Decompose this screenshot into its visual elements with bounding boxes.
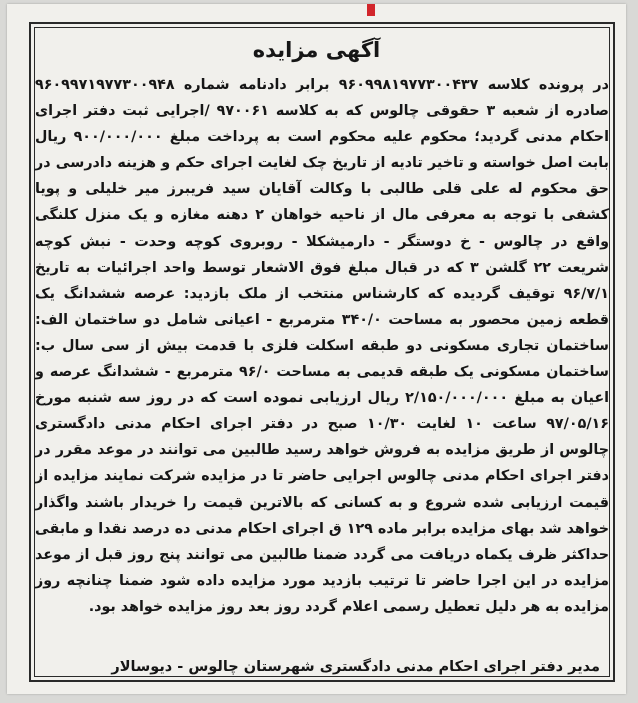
notice-signature: مدیر دفتر اجرای احکام مدنی دادگستری شهرستان چالوس - دیوسالار [111,659,600,675]
notice-body: در پرونده کلاسه ۹۶۰۹۹۸۱۹۷۷۳۰۰۴۳۷ برابر دادنامه شماره ۹۶۰۹۹۷۱۹۷۷۳۰۰۹۴۸ صادره از شعبه ۳ حقوقی چالوس که به کلاسه ۹۷۰۰۶۱ /اجرایی ثبت دفتر اجرای احکام مدنی گردید؛ محکوم علیه محکوم است به پرداخت مبلغ ۹۰۰/۰۰۰/۰۰۰ ریال بابت اصل خواسته و تاخیر تادیه از تاریخ چک لغایت اجرای حکم و هزینه دادرسی در حق محکوم له علی قلی طالبی با وکالت آقایان سید فریبرز میر خلیلی و پویا کشفی با توجه به معرفی مال از ناحیه خواهان ۲ دهنه مغازه و یک منزل کلنگی واقع در چالوس - خ دوستگر - دارمیشکلا - روبروی کوچه وحدت - نبش کوچه شریعت ۲۲ گلشن ۳ که در قبال مبلغ فوق الاشعار توسط واحد اجرائیات به تاریخ ۹۶/۷/۱ توقیف گردیده که کارشناس منتخب از ملک بازدید: عرصه ششدانگ یک قطعه زمین محصور به مساحت ۳۴۰/۰ مترمربع - اعیانی شامل دو ساختمان الف: ساختمان تجاری مسکونی دو طبقه اسکلت فلزی با قدمت بیش از سی سال ب: ساختمان مسکونی یک طبقه قدیمی به مساحت ۹۶/۰ مترمربع - ششدانگ عرصه و اعیان به مبلغ ۲/۱۵۰/۰۰۰/۰۰۰ ریال ارزیابی نموده است که در روز سه شنبه مورخ ۹۷/۰۵/۱۶ ساعت ۱۰ لغایت ۱۰/۳۰ صبح در دفتر اجرای احکام مدنی دادگستری چالوس از طریق مزایده به فروش خواهد رسید طالبین می توانند در موعد مقرر در دفتر اجرای احکام مدنی چالوس اجرایی حاضر تا در مزایده شرکت نمایند مزایده از قیمت ارزیابی شده شروع و به کسانی که بالاترین قیمت را خریدار باشند واگذار خواهد شد بهای مزایده برابر ماده ۱۲۹ ق اجرای احکام مدنی ده درصد نقدا و مابقی حداکثر ظرف یکماه دریافت می گردد ضمنا طالبین می توانند پنج روز قبل از موعد مزایده در این اجرا حاضر تا ترتیب بازدید مورد مزایده داده شود ضمنا چنانچه روز مزایده به هر دلیل تعطیل رسمی اعلام گردد روز بعد روز مزایده خواهد بود. [35,77,610,615]
newspaper-clipping [7,4,626,694]
notice-title: آگهی مزایده [252,38,381,62]
red-print-mark [367,4,375,16]
